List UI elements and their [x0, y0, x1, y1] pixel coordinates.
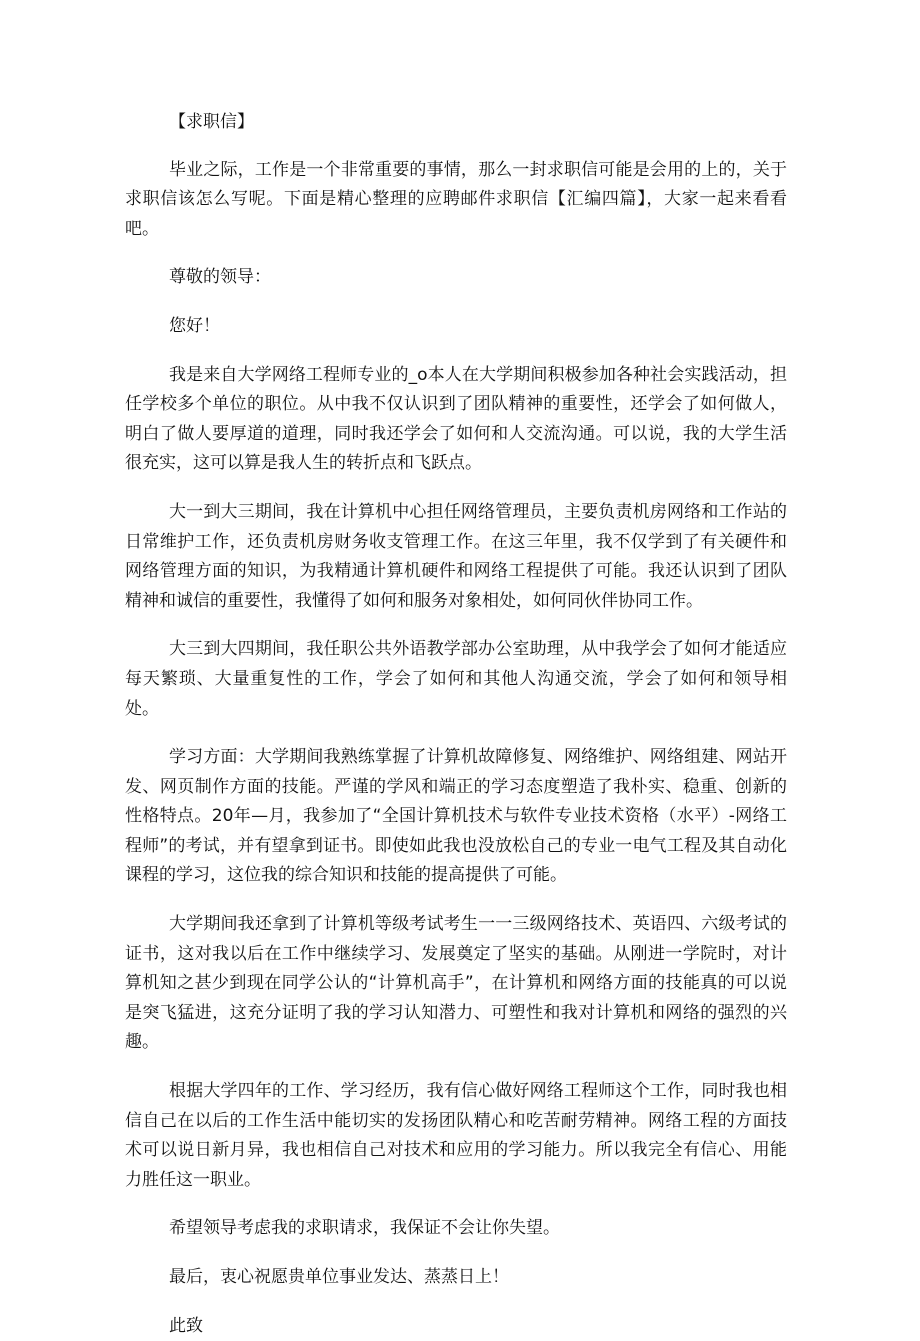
greeting: 您好！: [169, 315, 220, 336]
body-paragraph: 大一到大三期间，我在计算机中心担任网络管理员，主要负责机房网络和工作站的日常维护工作，还负责机房财务收支管理工作。在这三年里，我不仅学到了有关硬件和网络管理方面的知识，为我精通计算机硬件和网络工程提供了可能。我还认识到了团队精神和诚信的重要性，我懂得了如何和服务对象相处，如何同伙伴协同工作。: [125, 501, 787, 611]
body-paragraph: 我是来自大学网络工程师专业的_o本人在大学期间积极参加各种社会实践活动，担任学校多个单位的职位。从中我不仅认识到了团队精神的重要性，还学会了如何做人，明白了做人要厚道的道理，同时我还学会了如何和人交流沟通。可以说，我的大学生活很充实，这可以算是我人生的转折点和飞跃点。: [125, 364, 787, 474]
body-paragraph: 大学期间我还拿到了计算机等级考试考生一一三级网络技术、英语四、六级考试的证书，这对我以后在工作中继续学习、发展奠定了坚实的基础。从刚进一学院时，对计算机知之甚少到现在同学公认的“计算机高手”，在计算机和网络方面的技能真的可以说是突飞猛进，这充分证明了我的学习认知潜力、可塑性和我对计算机和网络的强烈的兴趣。: [125, 914, 787, 1053]
body-paragraph: 大三到大四期间，我任职公共外语教学部办公室助理，从中我学会了如何才能适应每天繁琐、大量重复性的工作，学会了如何和其他人沟通交流，学会了如何和领导相处。: [125, 639, 787, 719]
closing-request: 希望领导考虑我的求职请求，我保证不会让你失望。: [169, 1218, 560, 1239]
document-title: 【求职信】: [169, 112, 254, 132]
body-paragraph: 根据大学四年的工作、学习经历，我有信心做好网络工程师这个工作，同时我也相信自己在以后的工作生活中能切实的发扬团队精心和吃苦耐劳精神。网络工程的方面技术可以说日新月异，我也相信自己对技术和应用的学习能力。所以我完全有信心、用能力胜任这一职业。: [125, 1081, 787, 1190]
letter-body: [125, 108, 787, 1341]
salutation: 尊敬的领导：: [169, 267, 271, 288]
intro-paragraph: 毕业之际，工作是一个非常重要的事情，那么一封求职信可能是会用的上的，关于求职信该怎么写呢。下面是精心整理的应聘邮件求职信【汇编四篇】，大家一起来看看吧。: [125, 159, 787, 239]
closing-wishes: 最后，衷心祝愿贵单位事业发达、蒸蒸日上！: [169, 1267, 509, 1287]
closing-salute: 此致: [169, 1315, 203, 1336]
body-paragraph: 学习方面：大学期间我熟练掌握了计算机故障修复、网络维护、网络组建、网站开发、网页制作方面的技能。严谨的学风和端正的学习态度塑造了我朴实、稳重、创新的性格特点。20年—月，我参加了“全国计算机技术与软件专业技术资格（水平）-网络工程师”的考试，并有望拿到证书。即使如此我也没放松自己的专业一电气工程及其自动化课程的学习，这位我的综合知识和技能的提高提供了可能。: [125, 747, 787, 886]
